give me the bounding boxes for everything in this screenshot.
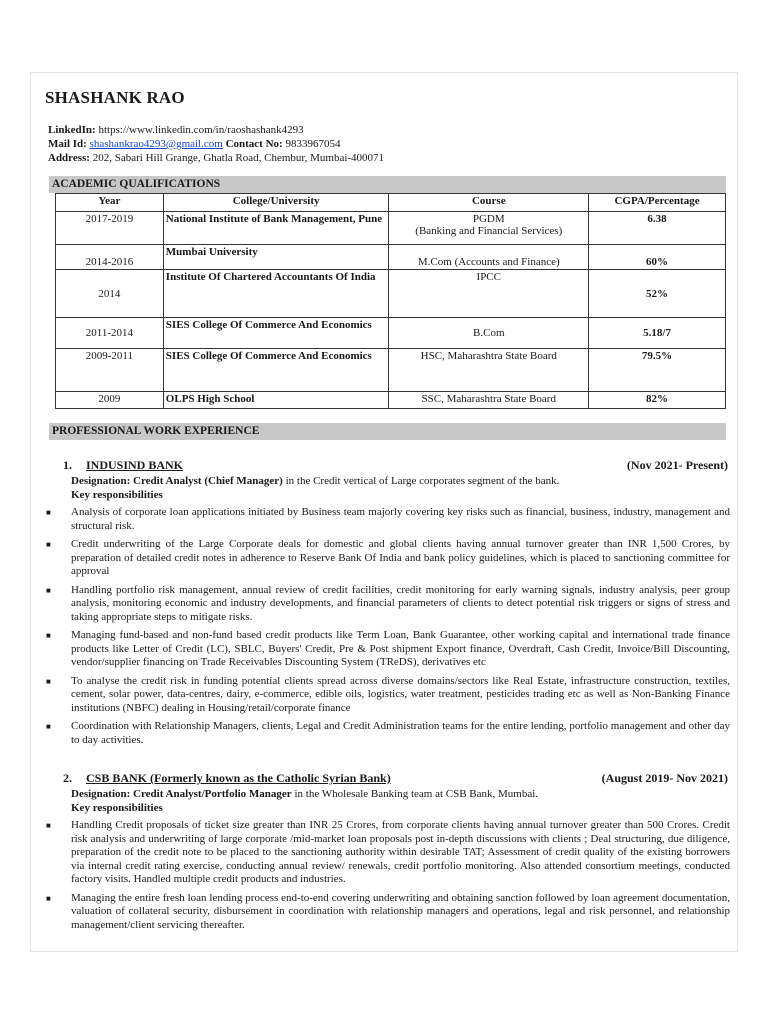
list-item <box>48 892 730 933</box>
designation-detail: in the Wholesale Banking team at CSB Bank, Mumbai. <box>291 788 539 800</box>
list-item <box>48 506 730 533</box>
header-score: CGPA/Percentage <box>589 194 726 212</box>
phone-label: Contact No: <box>225 138 283 150</box>
row-college: SIES College Of Commerce And Economics <box>163 349 389 392</box>
row-course-line1: PGDM <box>472 213 505 225</box>
header-course: Course <box>389 194 589 212</box>
bullet-icon: ■ <box>46 540 51 549</box>
list-item-text: Analysis of corporate loan applications initiated by Business team majorly covering key risks such as financial, business, industry, management and structural risk. <box>71 506 730 532</box>
academic-table-header <box>56 194 726 212</box>
list-item-text: To analyse the credit risk in funding potential clients spread across diverse domains/sectors like Real Estate, infrastructure construction, textiles, cement, solar power, data-centres, dairy, e-commerce, edible oils, logistics, water treatment, pesticides trading etc as well as Non-Banking Finance institutions (NBFC) dealing in Housing/retail/corporate finance <box>71 674 730 714</box>
key-responsibilities-label: Key responsibilities <box>71 801 163 814</box>
list-item <box>48 819 730 887</box>
table-row <box>56 245 726 270</box>
table-row <box>56 392 726 409</box>
list-item <box>48 584 730 625</box>
row-year: 2011-2014 <box>56 318 164 349</box>
responsibility-list <box>48 819 730 932</box>
address-value: 202, Sabari Hill Grange, Ghatla Road, Chembur, Mumbai-400071 <box>92 152 385 164</box>
row-course: HSC, Maharashtra State Board <box>389 349 589 392</box>
job-entry-indusind <box>48 459 730 752</box>
key-responsibilities-label: Key responsibilities <box>71 488 163 501</box>
row-score: 60% <box>589 245 726 270</box>
bullet-icon: ■ <box>46 893 51 903</box>
designation-detail: in the Credit vertical of Large corporates segment of the bank. <box>282 475 560 487</box>
row-college: Institute Of Chartered Accountants Of India <box>163 270 389 318</box>
row-year: 2009-2011 <box>56 349 164 392</box>
row-year: 2014-2016 <box>56 245 164 270</box>
row-college: National Institute of Bank Management, Pune <box>163 212 389 245</box>
row-course: SSC, Maharashtra State Board <box>389 392 589 409</box>
contact-block <box>48 123 728 165</box>
address-label: Address: <box>48 152 90 164</box>
job-heading <box>48 459 730 475</box>
experience-section-title: PROFESSIONAL WORK EXPERIENCE <box>49 423 726 440</box>
row-score: 82% <box>589 392 726 409</box>
job-heading <box>48 772 730 788</box>
list-item <box>48 720 730 747</box>
email-link[interactable]: shashankrao4293@gmail.com <box>89 138 223 150</box>
header-year: Year <box>56 194 164 212</box>
list-item-text: Handling Credit proposals of ticket size greater than INR 25 Crores, from corporate clients having annual turnover greater than 500 Crores. Credit risk analysis and underwriting of large corporate /mid-market loan proposals post in-depth discussions with clients ; Deal structuring, due diligence, preparation of the credit note to be placed to the sanctioning authority within desirable TAT; Assessment of credit quality of the existing borrowers via internal credit rating exercise, conducting annual review/ renewals, credit portfolio monitoring. Also attended consortium meetings, conducted factory visits. Handled multiple credit products and industries. <box>71 819 730 885</box>
linkedin-value: https://www.linkedin.com/in/raoshashank4293 <box>98 124 304 136</box>
table-row <box>56 349 726 392</box>
row-year: 2017-2019 <box>56 212 164 245</box>
row-college: Mumbai University <box>163 245 389 270</box>
list-item-text: Handling portfolio risk management, annual review of credit facilities, credit monitoring for early warning signals, industry analysis, peer group analysis, monitoring economic and industry developments, and financial parameters of clients to detect potential risk triggers or signs of stress and taking appropriate steps to mitigate risks. <box>71 583 730 623</box>
designation-label: Designation: Credit Analyst/Portfolio Manager <box>71 788 292 800</box>
row-course: IPCC <box>389 270 589 318</box>
designation-label: Designation: Credit Analyst (Chief Manager) <box>71 475 283 487</box>
job-number: 2. <box>63 771 72 785</box>
row-score: 5.18/7 <box>589 318 726 349</box>
address-line <box>48 151 728 165</box>
row-year: 2014 <box>56 270 164 318</box>
designation-line <box>48 788 730 802</box>
bullet-icon: ■ <box>46 508 51 517</box>
company-name: CSB BANK (Formerly known as the Catholic Syrian Bank) <box>86 771 391 785</box>
list-item-text: Managing the entire fresh loan lending process end-to-end covering underwriting and obtaining sanction followed by loan agreement documentation, valuation of collateral security, disbursement in coordination with relationship managers and operations, legal and risk personnel, and relationship management/client servicing thereafter. <box>71 891 730 931</box>
job-period: (Nov 2021- Present) <box>626 458 728 472</box>
candidate-name: SHASHANK RAO <box>45 88 185 107</box>
mail-phone-line <box>48 137 728 151</box>
bullet-icon: ■ <box>46 722 51 731</box>
linkedin-label: LinkedIn: <box>48 124 96 136</box>
row-college: OLPS High School <box>163 392 389 409</box>
academic-section-title: ACADEMIC QUALIFICATIONS <box>49 176 726 193</box>
responsibility-list <box>48 506 730 747</box>
list-item-text: Managing fund-based and non-fund based credit products like Term Loan, Bank Guarantee, other working capital and international trade finance products like Letter of Credit (LC), SBLC, Buyers' Credit, Pre & Post shipment Export finance, Overdraft, Cash Credit, Invoice/Bill Discounting, vendor/supplier financing on Trade Receivables Discounting System (TReDS), derivatives etc <box>71 629 730 668</box>
row-course-line2: (Banking and Financial Services) <box>415 225 563 237</box>
row-college: SIES College Of Commerce And Economics <box>163 318 389 349</box>
table-row <box>56 270 726 318</box>
table-row <box>56 212 726 245</box>
row-course: M.Com (Accounts and Finance) <box>389 245 589 270</box>
row-course <box>389 212 589 245</box>
phone-value: 9833967054 <box>285 138 341 150</box>
list-item <box>48 629 730 670</box>
bullet-icon: ■ <box>46 676 51 686</box>
header-college: College/University <box>163 194 389 212</box>
job-number: 1. <box>63 458 72 472</box>
list-item <box>48 538 730 579</box>
company-name: INDUSIND BANK <box>86 458 184 472</box>
academic-table <box>55 193 726 409</box>
bullet-icon: ■ <box>46 631 51 640</box>
list-item-text: Credit underwriting of the Large Corporate deals for domestic and global clients having annual turnover greater than INR 1,500 Crores, by preparation of detailed credit notes in adherence to Reserve Bank Of India and bank policy guidelines, which is placed to sanctioning committee for approval <box>71 538 730 577</box>
designation-line <box>48 475 730 489</box>
bullet-icon: ■ <box>46 821 51 830</box>
table-row <box>56 318 726 349</box>
mail-label: Mail Id: <box>48 138 87 150</box>
row-year: 2009 <box>56 392 164 409</box>
row-course: B.Com <box>389 318 589 349</box>
row-score: 6.38 <box>589 212 726 245</box>
job-period: (August 2019- Nov 2021) <box>601 771 728 785</box>
list-item <box>48 675 730 716</box>
row-score: 79.5% <box>589 349 726 392</box>
row-score: 52% <box>589 270 726 318</box>
bullet-icon: ■ <box>46 585 51 595</box>
job-entry-csb <box>48 772 730 937</box>
linkedin-line <box>48 123 728 137</box>
list-item-text: Coordination with Relationship Managers, clients, Legal and Credit Administration teams for the entire lending, portfolio management and other day to day activities. <box>71 720 730 746</box>
